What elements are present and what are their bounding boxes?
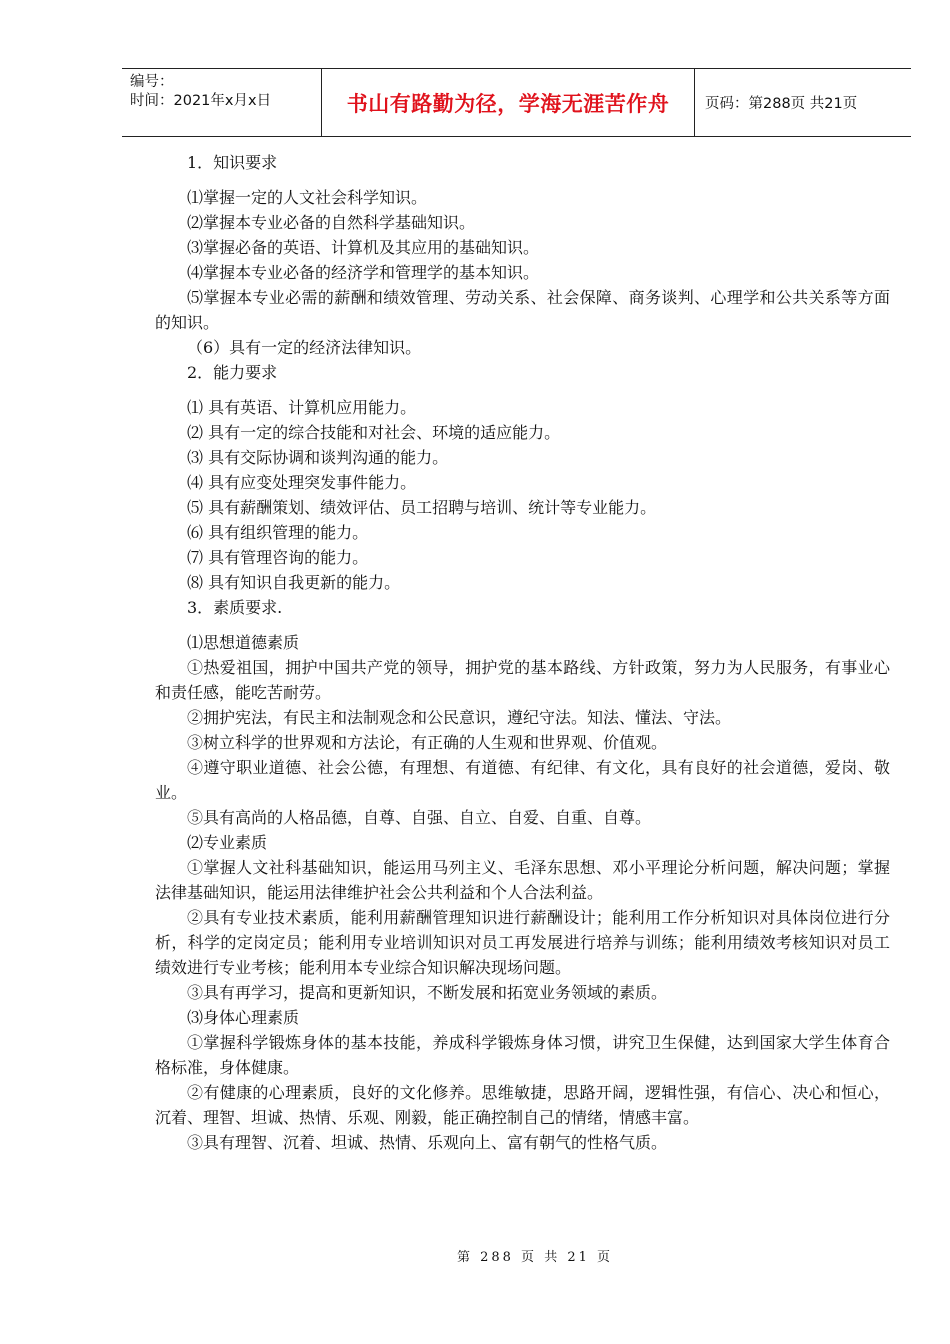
paragraph: ⑸ 具有薪酬策划、绩效评估、员工招聘与培训、统计等专业能力。 — [187, 498, 657, 517]
paragraph: ②拥护宪法，有民主和法制观念和公民意识，遵纪守法。知法、懂法、守法。 — [187, 708, 732, 727]
paragraph: 3．素质要求. — [187, 598, 283, 617]
paragraph: ⑵掌握本专业必备的自然科学基础知识。 — [187, 213, 476, 232]
paragraph: （6）具有一定的经济法律知识。 — [187, 338, 422, 357]
paragraph: ⑴掌握一定的人文社会科学知识。 — [187, 188, 428, 207]
header-slogan: 书山有路勤为径，学海无涯苦作舟 — [322, 69, 695, 136]
page-footer: 第 288 页 共 21 页 — [456, 1250, 614, 1265]
document-time-label: 时间：2021年x月x日 — [130, 93, 272, 109]
paragraph: 2．能力要求 — [187, 363, 278, 382]
header-page-info: 页码：第288页 共21页 — [705, 96, 858, 112]
header-meta — [122, 69, 322, 136]
paragraph: ⑴ 具有英语、计算机应用能力。 — [187, 398, 417, 417]
paragraph: ②具有专业技术素质，能利用薪酬管理知识进行薪酬设计；能利用工作分析知识对具体岗位进行分析，科学的定岗定员；能利用专业培训知识对员工再发展进行培养与训练；能利用绩效考核知识对员工绩效进行专业考核；能利用本专业综合知识解决现场问题。 — [155, 908, 890, 977]
paragraph: ⑶掌握必备的英语、计算机及其应用的基础知识。 — [187, 238, 540, 257]
paragraph: ⑹ 具有组织管理的能力。 — [187, 523, 369, 542]
paragraph: ⑶ 具有交际协调和谈判沟通的能力。 — [187, 448, 449, 467]
paragraph: ③具有理智、沉着、坦诚、热情、乐观向上、富有朝气的性格气质。 — [187, 1133, 668, 1152]
paragraph: ③树立科学的世界观和方法论，有正确的人生观和世界观、价值观。 — [187, 733, 668, 752]
paragraph: ⑸掌握本专业必需的薪酬和绩效管理、劳动关系、社会保障、商务谈判、心理学和公共关系等方面的知识。 — [155, 288, 890, 332]
paragraph: ⑺ 具有管理咨询的能力。 — [187, 548, 369, 567]
paragraph: ①热爱祖国，拥护中国共产党的领导，拥护党的基本路线、方针政策，努力为人民服务，有事业心和责任感，能吃苦耐劳。 — [155, 658, 890, 702]
paragraph: ③具有再学习，提高和更新知识，不断发展和拓宽业务领域的素质。 — [187, 983, 668, 1002]
paragraph: ⑶身体心理素质 — [187, 1008, 300, 1027]
page-header — [122, 68, 911, 137]
paragraph: ②有健康的心理素质，良好的文化修养。思维敏捷，思路开阔，逻辑性强，有信心、决心和恒心，沉着、理智、坦诚、热情、乐观、刚毅，能正确控制自己的情绪，情感丰富。 — [155, 1083, 890, 1127]
paragraph: ①掌握科学锻炼身体的基本技能，养成科学锻炼身体习惯，讲究卫生保健，达到国家大学生体育合格标准，身体健康。 — [155, 1033, 890, 1077]
paragraph: ⑵ 具有一定的综合技能和对社会、环境的适应能力。 — [187, 423, 561, 442]
paragraph: ⑷掌握本专业必备的经济学和管理学的基本知识。 — [187, 263, 540, 282]
paragraph: ⑻ 具有知识自我更新的能力。 — [187, 573, 401, 592]
paragraph: ⑴思想道德素质 — [187, 633, 300, 652]
paragraph: ⑷ 具有应变处理突发事件能力。 — [187, 473, 417, 492]
document-number-label: 编号： — [130, 74, 174, 90]
paragraph: ④遵守职业道德、社会公德，有理想、有道德、有纪律、有文化，具有良好的社会道德，爱岗、敬业。 — [155, 758, 890, 802]
paragraph: ⑵专业素质 — [187, 833, 268, 852]
paragraph: 1．知识要求 — [187, 153, 278, 172]
paragraph: ⑤具有高尚的人格品德，自尊、自强、自立、自爱、自重、自尊。 — [187, 808, 652, 827]
paragraph: ①掌握人文社科基础知识，能运用马列主义、毛泽东思想、邓小平理论分析问题，解决问题；掌握法律基础知识，能运用法律维护社会公共利益和个人合法利益。 — [155, 858, 890, 902]
document-body — [155, 150, 890, 1155]
